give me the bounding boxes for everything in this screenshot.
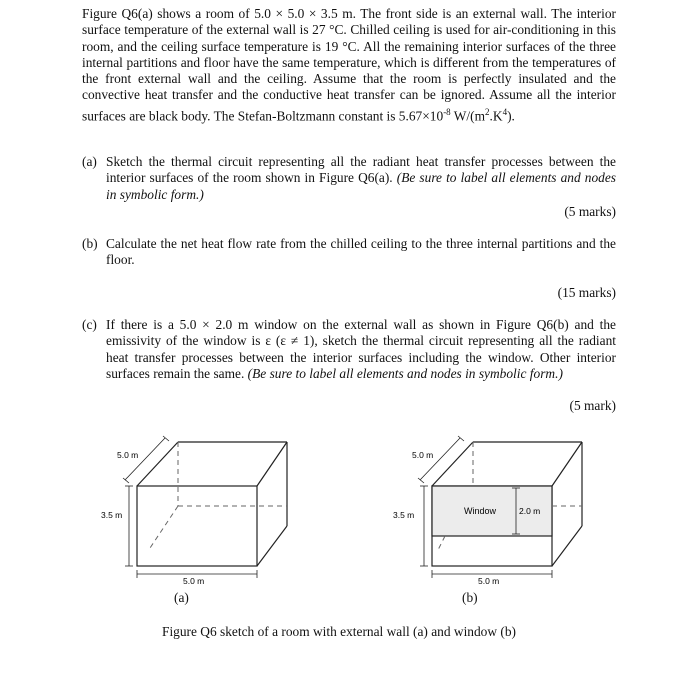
front-wall-a: [137, 486, 257, 566]
question-a-label: (a): [82, 154, 97, 169]
intro-units-sup1: 2: [485, 106, 490, 117]
room-figure-a: [95, 430, 295, 590]
question-c-text: If there is a 5.0 × 2.0 m window on the external wall as shown in Figure Q6(b) and the emissivity of the window is ε (ε ≠ 1), sketch the thermal circuit representing all the radiant heat transfer processes between the interior surfaces including the window. Other interior surfaces remain the same.: [106, 317, 616, 381]
room-figure-b: [390, 430, 590, 590]
question-a-text: Sketch the thermal circuit representing all the radiant heat transfer processes between the interior surfaces of the room shown in Figure Q6(a).: [106, 154, 616, 186]
window-label: Window: [464, 506, 497, 516]
dim-window-height: 2.0 m: [519, 506, 541, 516]
dim-height-a: 3.5 m: [101, 510, 123, 520]
figure-caption: Figure Q6 sketch of a room with external wall (a) and window (b): [162, 624, 517, 639]
dim-depth-a: 5.0 m: [117, 450, 139, 460]
intro-units-sup2: 4: [502, 106, 508, 117]
intro-units-c: ).: [507, 108, 515, 124]
question-c: [82, 317, 616, 382]
intro-paragraph: [82, 6, 616, 125]
dim-width-a: 5.0 m: [183, 576, 205, 586]
question-c-marks: (5 mark): [569, 398, 616, 413]
dim-depth-b: 5.0 m: [412, 450, 434, 460]
intro-units-a: W/(m: [453, 108, 486, 124]
figure-a-label: (a): [174, 590, 189, 605]
question-a-marks: (5 marks): [564, 204, 616, 219]
question-c-note: (Be sure to label all elements and nodes in symbolic form.): [247, 365, 563, 381]
intro-text: Figure Q6(a) shows a room of 5.0 × 5.0 × 3.5 m. The front side is an external wall. The interior surface temperature of the external wall is 27 °C. Chilled ceiling is used for air-conditioning in this room, and the ceiling surface temperature is 19 °C. All the remaining interior surfaces of the three internal partitions and floor have the same temperature, which is different from the temperatures of the front external wall and the ceiling. Assume that the room is perfectly insulated and the convective heat transfer and the conductive heat transfer can be ignored. Assume all the interior surfaces are black body. The Stefan-Boltzmann constant is 5.67×10: [82, 6, 616, 124]
question-b-text: Calculate the net heat flow rate from the chilled ceiling to the three internal partitions and the floor.: [106, 236, 616, 268]
dim-height-b: 3.5 m: [393, 510, 415, 520]
dim-width-b: 5.0 m: [478, 576, 500, 586]
question-a-note: (Be sure to label all elements and nodes in symbolic form.): [106, 170, 616, 202]
question-a: [82, 154, 616, 203]
intro-exponent: -8: [443, 106, 451, 117]
question-b-label: (b): [82, 236, 98, 251]
question-b: [82, 236, 616, 269]
question-c-label: (c): [82, 317, 97, 332]
figure-b-label: (b): [462, 590, 478, 605]
intro-units-b: .K: [489, 108, 503, 124]
question-b-marks: (15 marks): [557, 285, 616, 300]
